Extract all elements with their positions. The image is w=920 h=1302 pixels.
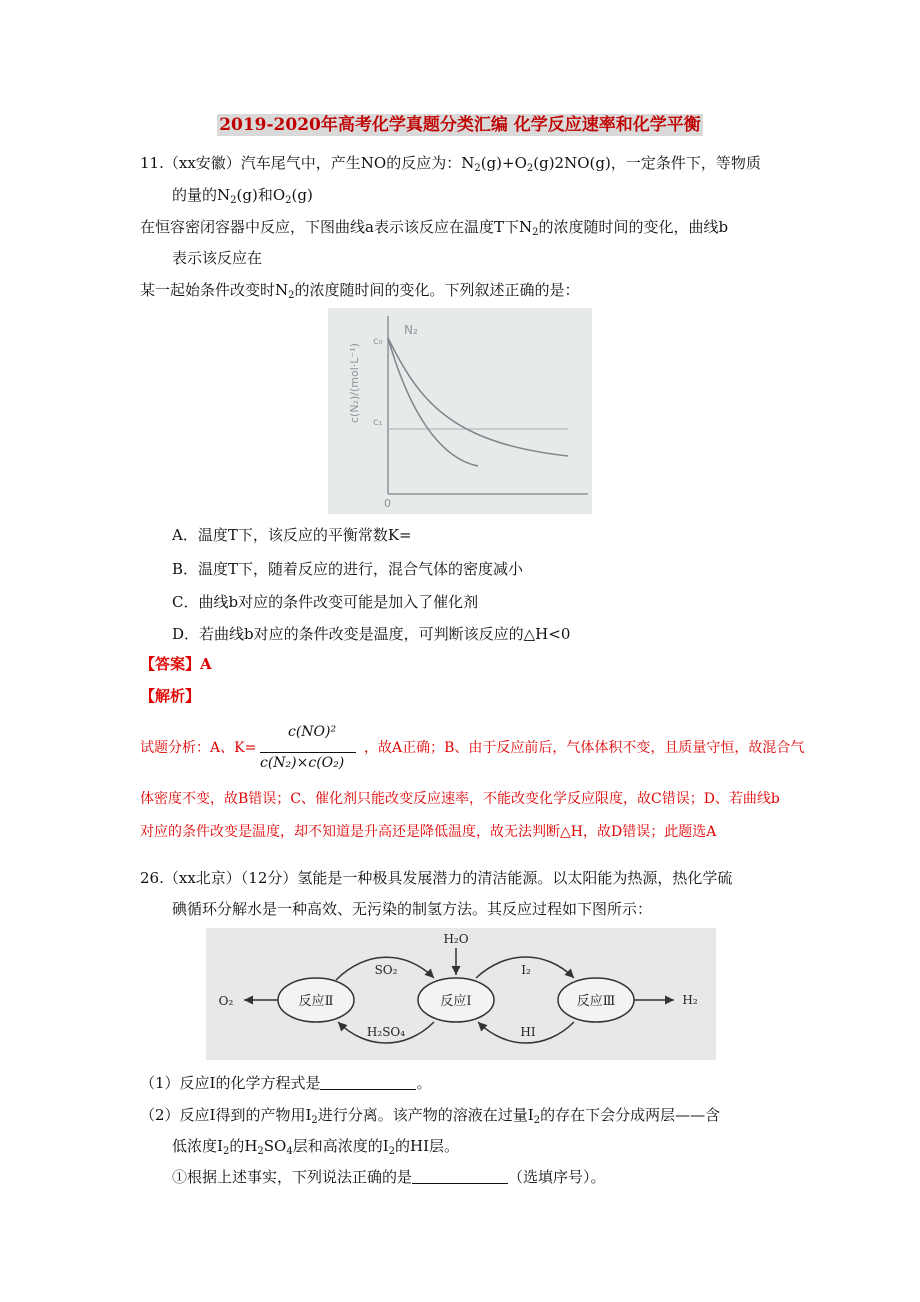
answer: 【答案】A	[140, 655, 212, 673]
option-a: A．温度T下，该反应的平衡常数K=	[172, 526, 412, 544]
analysis-line1: ，故A正确；B、由于反应前后，气体体积不变，且质量守恒，故混合气	[364, 740, 805, 756]
answer-blank-2[interactable]	[412, 1183, 508, 1184]
y-axis-label: c(N₂)/(mol·L⁻¹)	[348, 343, 361, 423]
fraction-bar	[260, 752, 356, 753]
iodine-sulfur-cycle-diagram	[206, 928, 716, 1060]
option-c: C．曲线b对应的条件改变可能是加入了催化剂	[172, 593, 479, 611]
h2so4-label: H₂SO₄	[366, 1025, 406, 1039]
analysis-line3: 对应的条件改变是温度，却不知道是升高还是降低温度，故无法判断△H，故D错误；此题选A	[140, 824, 717, 840]
c1-label: c₁	[373, 417, 383, 428]
option-b: B．温度T下，随着反应的进行，混合气体的密度减小	[172, 560, 524, 578]
hi-label: HI	[520, 1025, 536, 1039]
q26-line1: 26.（xx北京）（12分）氢能是一种极具发展潜力的清洁能源。以太阳能为热源，热化学硫	[140, 869, 733, 887]
h2-label: H₂	[682, 993, 698, 1007]
graph-background	[328, 308, 592, 514]
analysis-line2: 体密度不变，故B错误；C、催化剂只能改变反应速率，不能改变化学反应限度，故C错误；D、若曲线b	[140, 791, 780, 807]
q26-sub1: （1）反应Ⅰ的化学方程式是 。	[140, 1074, 432, 1092]
reaction-1-label: 反应Ⅰ	[440, 994, 472, 1009]
series-label: N₂	[404, 323, 418, 337]
reaction-3-label: 反应Ⅲ	[576, 994, 616, 1009]
h2o-label: H₂O	[443, 932, 469, 946]
q26-sub2-line1: （2）反应Ⅰ得到的产物用$I_2$进行分离。该产物的溶液在过量$I_2$的存在下会分成两层——含	[140, 1106, 721, 1126]
q11-line2: 的量的$N_2(g)$和$O_2(g)$	[172, 186, 313, 206]
o2-label: O₂	[218, 994, 234, 1008]
fraction-numerator: c(NO)²	[288, 724, 337, 740]
option-d: D．若曲线b对应的条件改变是温度，可判断该反应的△H<0	[172, 625, 571, 643]
reaction-2-label: 反应Ⅱ	[298, 994, 334, 1009]
i2-label: I₂	[521, 963, 531, 977]
analysis-heading: 【解析】	[140, 687, 201, 705]
q26-sub2-line2: 低浓度$I_2$的$H_2SO_4$层和高浓度的$I_2$的HI层。	[172, 1137, 460, 1157]
q11-line1: 11.（xx安徽）汽车尾气中，产生NO的反应为：$N_2(g)+O_2(g)2NO(g)$，一定条件下，等物质	[140, 154, 761, 174]
c0-label: c₀	[373, 336, 383, 347]
q11-line3: 在恒容密闭容器中反应，下图曲线a表示该反应在温度T下$N_2$的浓度随时间的变化，曲线b	[140, 218, 729, 238]
origin-label: 0	[384, 497, 391, 510]
concentration-time-graph	[328, 308, 592, 514]
q26-sub2-line3: ①根据上述事实，下列说法正确的是 （选填序号）。	[172, 1168, 606, 1186]
answer-blank-1[interactable]	[320, 1089, 416, 1090]
page-title: 2019-2020年高考化学真题分类汇编 化学反应速率和化学平衡	[219, 115, 701, 135]
q11-line4: 表示该反应在	[172, 249, 263, 267]
fraction-denominator: c(N₂)×c(O₂)	[260, 755, 345, 771]
q11-line5: 某一起始条件改变时$N_2$的浓度随时间的变化。下列叙述正确的是：	[140, 281, 580, 301]
analysis-prefix: 试题分析：A、K=	[140, 740, 257, 756]
so2-label: SO₂	[374, 963, 398, 977]
q26-line2: 碘循环分解水是一种高效、无污染的制氢方法。其反应过程如下图所示：	[172, 900, 653, 918]
